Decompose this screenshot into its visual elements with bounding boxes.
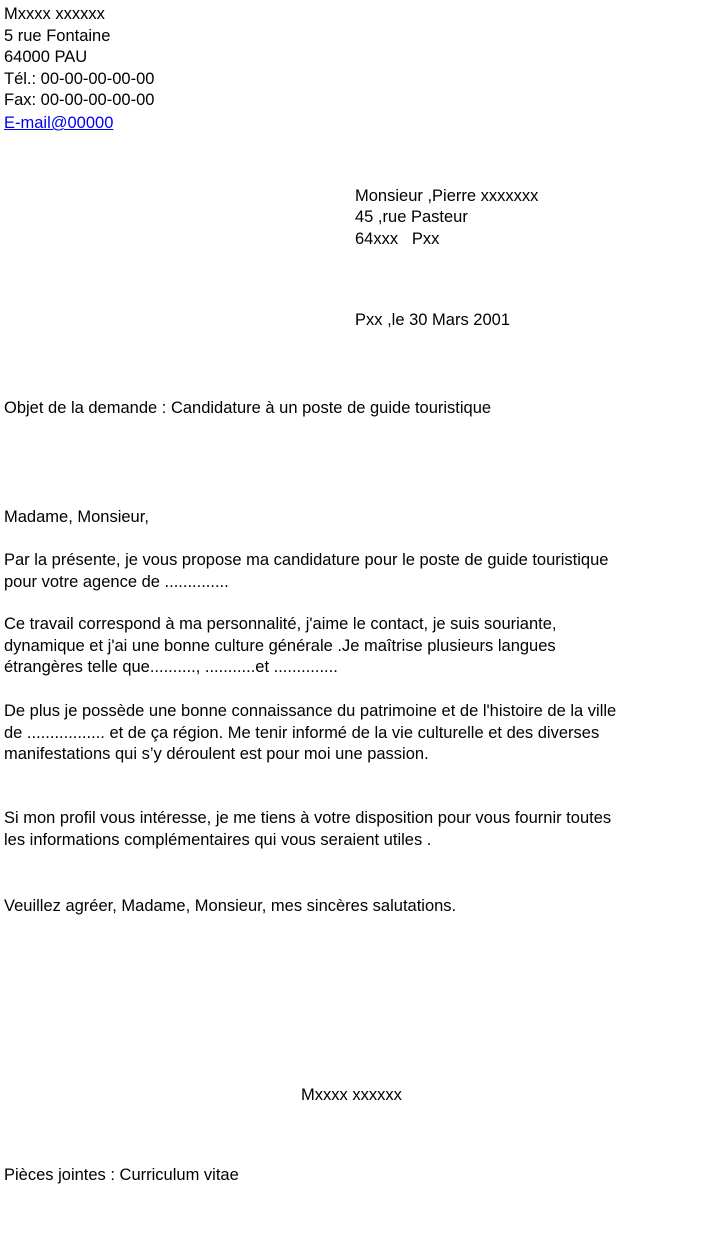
sender-city: 64000 PAU [4,48,88,66]
letter-closing: Veuillez agréer, Madame, Monsieur, mes sincères salutations. [4,897,457,915]
recipient-city: 64xxx Pxx [355,230,440,248]
sender-name: Mxxxx xxxxxx [4,5,105,23]
letter-date: Pxx ,le 30 Mars 2001 [355,311,510,329]
letter-salutation: Madame, Monsieur, [4,508,149,526]
paragraph-line: de ................. et de ça région. Me tenir informé de la vie culturelle et des diverses [4,723,600,742]
paragraph-line: Par la présente, je vous propose ma candidature pour le poste de guide touristique [4,551,609,569]
paragraph-line: Si mon profil vous intéresse, je me tiens à votre disposition pour vous fournir toutes [4,809,612,827]
recipient-street: 45 ,rue Pasteur [355,208,468,226]
paragraph-2 [4,614,704,679]
paragraph-line: De plus je possède une bonne connaissance du patrimoine et de l'histoire de la ville [4,702,617,720]
recipient-name: Monsieur ,Pierre xxxxxxx [355,187,539,205]
paragraph-3 [4,701,704,766]
letter-signature: Mxxxx xxxxxx [301,1086,402,1104]
letter-subject: Objet de la demande : Candidature à un poste de guide touristique [4,399,492,417]
sender-email-link[interactable]: E-mail@00000 [4,114,114,132]
letter-attachments: Pièces jointes : Curriculum vitae [4,1166,239,1184]
paragraph-line: étrangères telle que.........., ...........et .............. [4,658,338,676]
paragraph-line: pour votre agence de .............. [4,572,229,591]
paragraph-line: manifestations qui s’y déroulent est pour moi une passion. [4,745,429,763]
sender-fax: Fax: 00-00-00-00-00 [4,91,155,109]
sender-phone: Tél.: 00-00-00-00-00 [4,70,155,88]
paragraph-1 [4,550,704,593]
sender-street: 5 rue Fontaine [4,27,111,45]
paragraph-line: dynamique et j'ai une bonne culture générale .Je maîtrise plusieurs langues [4,636,556,655]
paragraph-4 [4,808,704,851]
paragraph-line: Ce travail correspond à ma personnalité, j'aime le contact, je suis souriante, [4,615,557,633]
paragraph-line: les informations complémentaires qui vous seraient utiles . [4,830,432,849]
